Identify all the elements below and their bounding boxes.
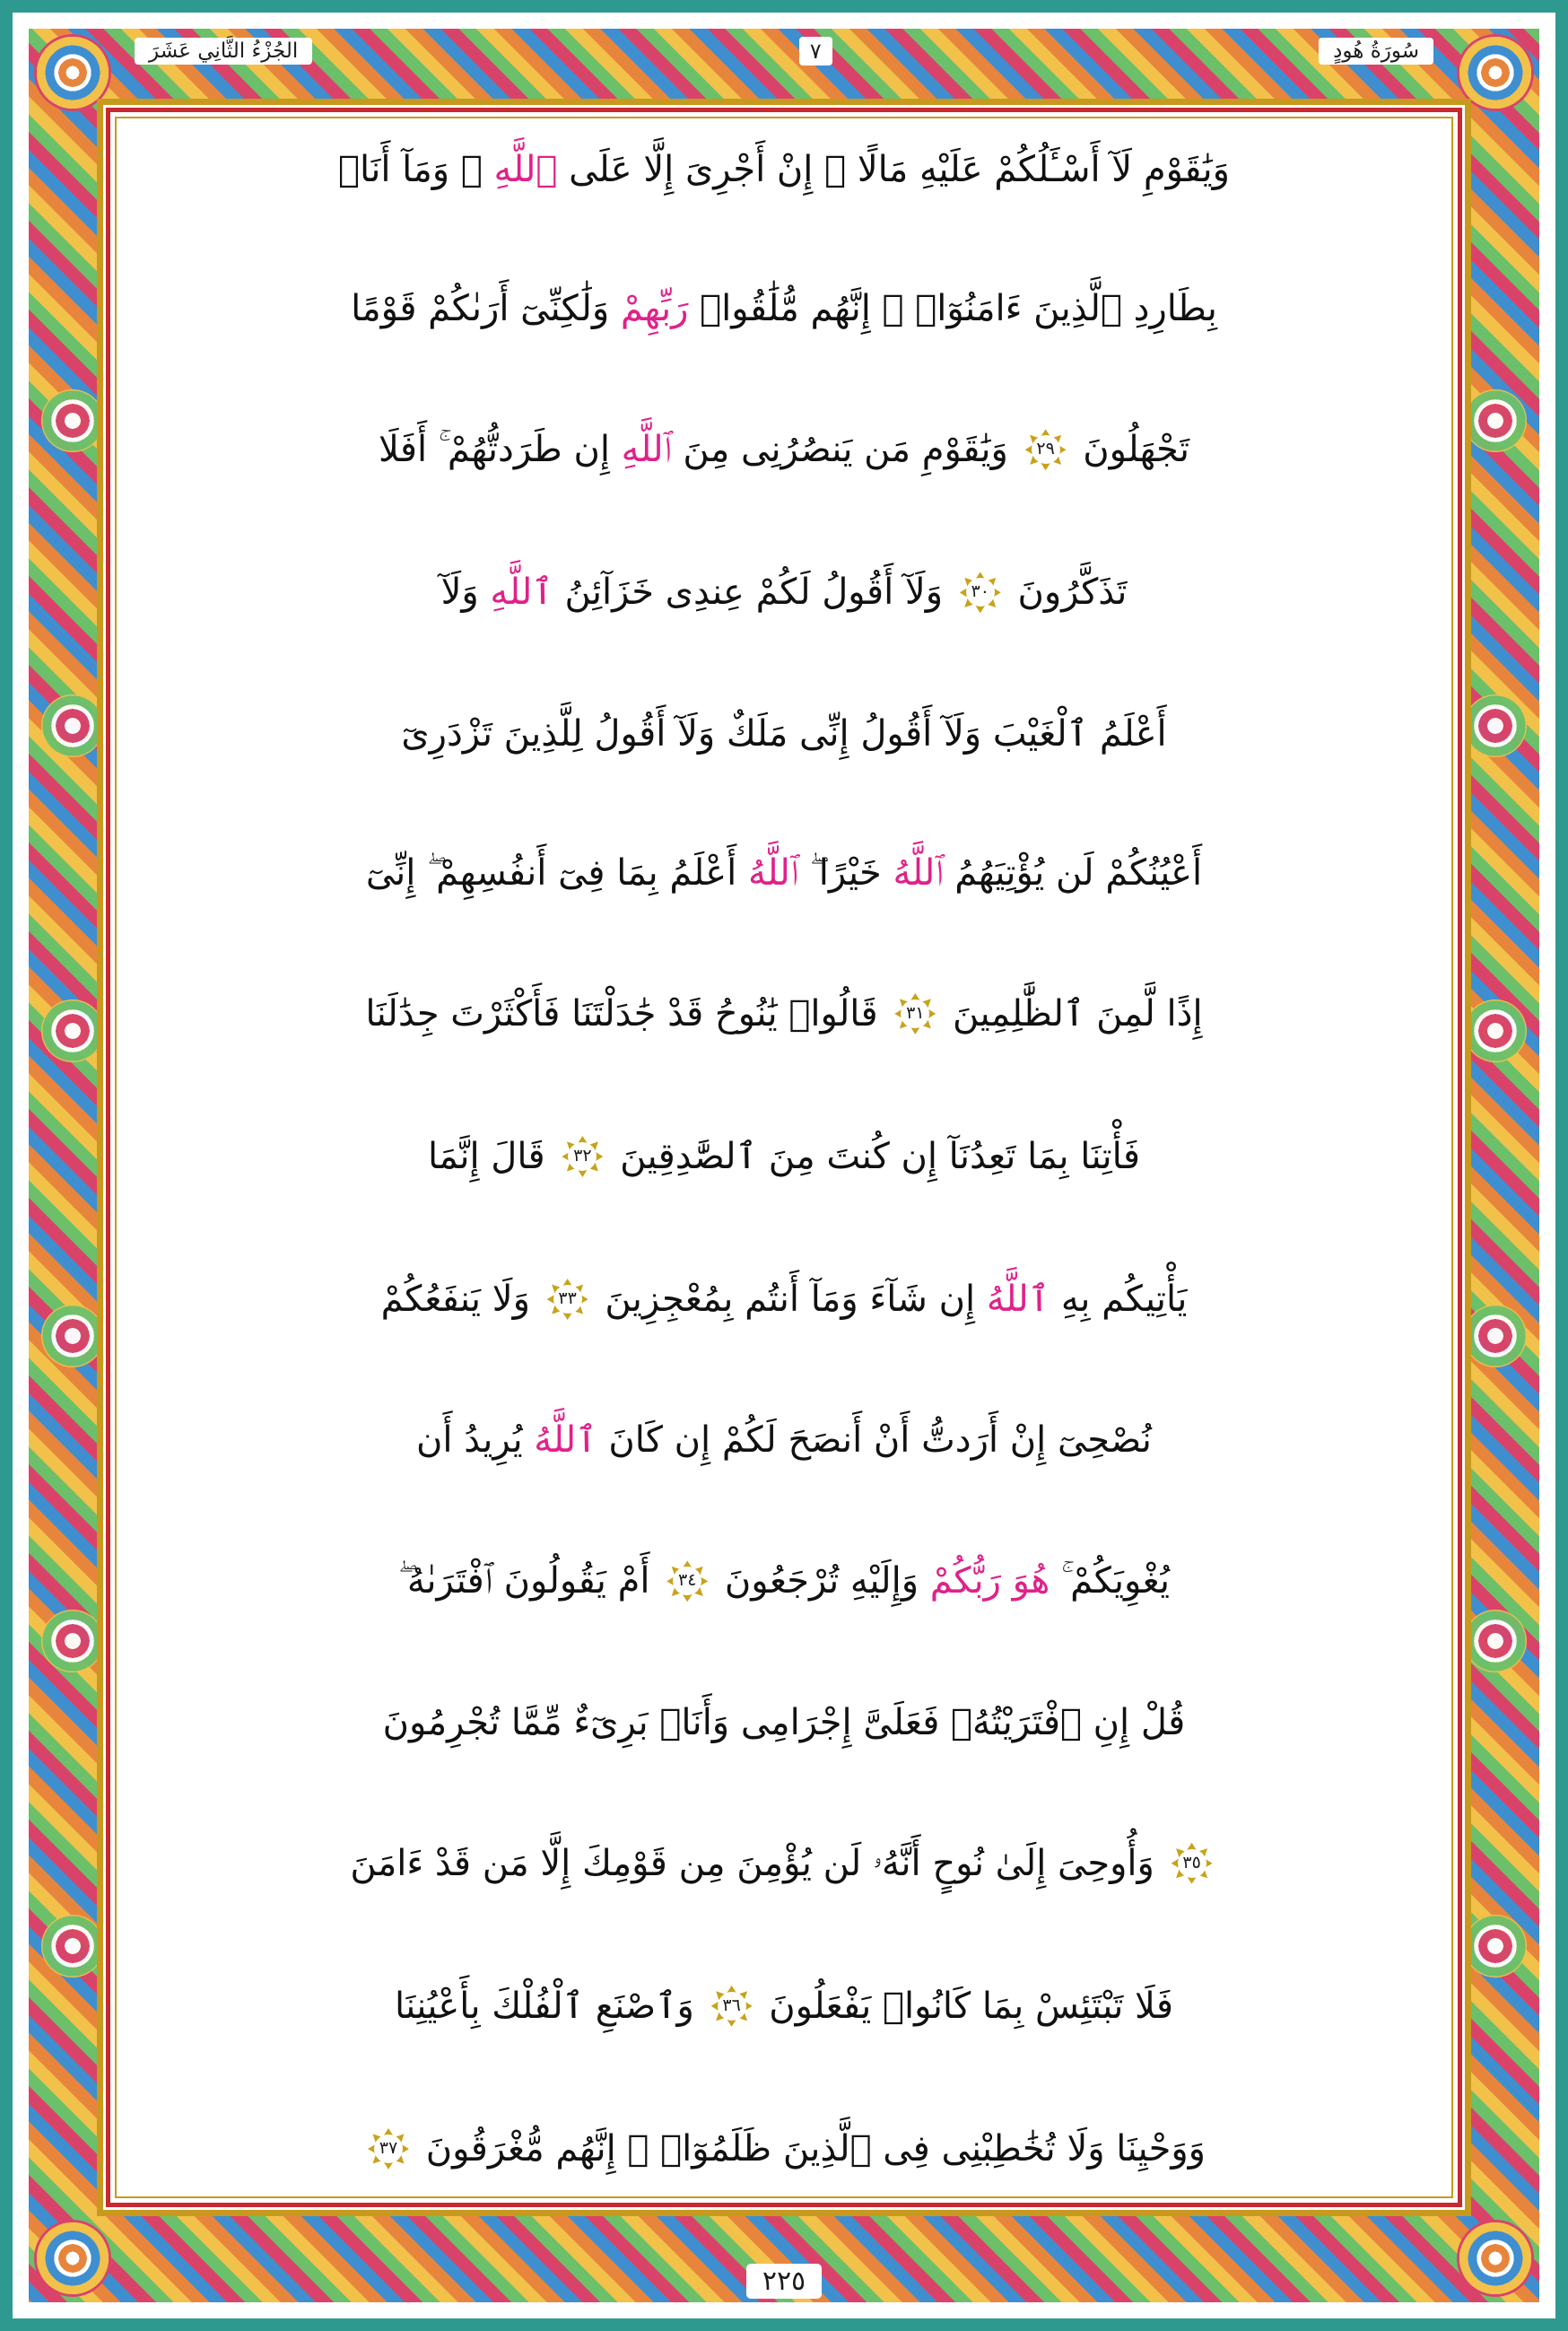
quran-text-run: بِطَارِدِ ٱلَّذِينَ ءَامَنُوٓا۟ ۚ إِنَّهُم مُّلَٰقُوا۟ xyxy=(688,288,1217,330)
juz-label: الجُزْءُ الثَّانِي عَشَرَ xyxy=(135,38,312,65)
ayah-number-marker xyxy=(1172,1843,1213,1884)
quran-text-run: إِذًا لَّمِنَ ٱلظَّٰلِمِينَ xyxy=(941,992,1203,1035)
divine-name-text: ٱللَّهُ xyxy=(986,1279,1050,1321)
quran-text-run: وَإِلَيْهِ تُرْجَعُونَ xyxy=(713,1560,930,1602)
quran-text-run: وَأُوحِىَ إِلَىٰ نُوحٍ أَنَّهُۥ لَن يُؤْمِنَ مِن قَوْمِكَ إِلَّا مَن قَدْ ءَامَنَ xyxy=(350,1842,1166,1884)
quran-text-body xyxy=(135,135,1433,2178)
quran-text-run: وَلَآ xyxy=(440,572,491,614)
surah-name-label: سُورَةُ هُودٍ xyxy=(1319,38,1433,65)
divine-name-text: ٱللَّهُ xyxy=(534,1419,597,1462)
quran-text-run: ۚ وَمَآ أَنَا۠ xyxy=(338,149,494,190)
ayah-number: ٣١ xyxy=(901,1000,929,1028)
divine-name-text: هُوَ رَبُّكُمْ xyxy=(929,1560,1050,1602)
divine-name-text: رَبِّهِمْ xyxy=(620,288,689,330)
quran-text-run: يُرِيدُ أَن xyxy=(416,1419,535,1462)
divine-name-text: ٱللَّهُ xyxy=(747,851,799,894)
quran-text-run: إِن طَرَدتُّهُمْ ۚ أَفَلَا xyxy=(379,429,622,471)
quran-text-run: وَلَآ أَقُولُ لَكُمْ عِندِى خَزَآئِنُ xyxy=(553,572,954,614)
quran-line xyxy=(154,1701,1414,1743)
ayah-number-marker xyxy=(894,993,936,1035)
quran-line xyxy=(154,429,1414,470)
ayah-number-marker xyxy=(562,1136,603,1177)
ayah-number: ٣٠ xyxy=(966,578,995,607)
quran-line xyxy=(154,993,1414,1035)
ayah-number: ٣٢ xyxy=(568,1142,597,1171)
page-footer xyxy=(0,2264,1568,2299)
ayah-number-marker xyxy=(666,1560,708,1602)
quran-text-run: أَعْلَمُ بِمَا فِىٓ أَنفُسِهِمْ ۖ إِنِّىٓ xyxy=(365,851,748,894)
quran-text-run: وَيَٰقَوْمِ مَن يَنصُرُنِى مِنَ xyxy=(671,429,1020,471)
ayah-number: ٣٥ xyxy=(1178,1849,1206,1878)
ayah-number: ٣٣ xyxy=(553,1285,582,1314)
quran-line xyxy=(154,1419,1414,1462)
quran-text-run: خَيْرًا ۖ xyxy=(798,851,893,894)
page-number: ٢٢٥ xyxy=(746,2264,822,2299)
quran-text-run: قَالَ إِنَّمَا xyxy=(428,1135,557,1177)
quran-line xyxy=(154,1136,1414,1177)
quran-text-run: يُغْوِيَكُمْ ۚ xyxy=(1050,1560,1171,1602)
quran-text-run: وَيَٰقَوْمِ لَآ أَسْـَٔلُكُمْ عَلَيْهِ مَالًا ۖ إِنْ أَجْرِىَ إِلَّا عَلَى xyxy=(557,149,1230,190)
divine-name-text: ٱللَّهِ xyxy=(490,572,553,614)
page-center-mark: ٧ xyxy=(799,37,832,65)
quran-text-run: فَلَا تَبْتَئِسْ بِمَا كَانُوا۟ يَفْعَلُونَ xyxy=(757,1985,1174,2027)
quran-text-run: إِن شَآءَ وَمَآ أَنتُم بِمُعْجِزِينَ xyxy=(593,1279,987,1321)
quran-line xyxy=(154,288,1414,330)
quran-line xyxy=(154,1843,1414,1884)
ayah-number: ٣٦ xyxy=(718,1992,746,2021)
quran-text-run: وَلَا يَنفَعُكُمْ xyxy=(380,1279,542,1321)
divine-name-text: ٱللَّهُ xyxy=(893,851,944,894)
quran-line xyxy=(154,1560,1414,1602)
ayah-number-marker xyxy=(711,1986,753,2027)
quran-text-run: وَلَٰكِنِّىٓ أَرَىٰكُمْ قَوْمًا xyxy=(351,288,621,330)
ayah-number-marker xyxy=(547,1279,588,1320)
ayah-number-marker xyxy=(1025,429,1067,470)
quran-text-run: وَٱصْنَعِ ٱلْفُلْكَ بِأَعْيُنِنَا xyxy=(394,1985,706,2027)
quran-line xyxy=(154,572,1414,613)
divine-name-text: ٱللَّهِ xyxy=(493,149,558,190)
quran-text-run: أَعْلَمُ ٱلْغَيْبَ وَلَآ أَقُولُ إِنِّى مَلَكٌ وَلَآ أَقُولُ لِلَّذِينَ تَزْدَرِىٓ xyxy=(401,712,1167,755)
ayah-number: ٣٤ xyxy=(673,1567,701,1595)
ayah-number-marker xyxy=(368,2128,409,2169)
quran-text-run: نُصْحِىٓ إِنْ أَرَدتُّ أَنْ أَنصَحَ لَكُمْ إِن كَانَ xyxy=(597,1419,1152,1462)
quran-text-run: تَجْهَلُونَ xyxy=(1071,429,1189,471)
quran-line xyxy=(154,151,1414,188)
quran-text-run: فَأْتِنَا بِمَا تَعِدُنَآ إِن كُنتَ مِنَ ٱلصَّٰدِقِينَ xyxy=(608,1135,1140,1177)
quran-line xyxy=(154,1279,1414,1320)
quran-text-run: أَمْ يَقُولُونَ ٱفْتَرَىٰهُ ۖ xyxy=(397,1560,662,1602)
quran-text-run: يَأْتِيكُم بِهِ xyxy=(1050,1279,1188,1321)
ayah-number: ٢٩ xyxy=(1032,435,1060,464)
quran-text-run: قُلْ إِنِ ٱفْتَرَيْتُهُۥ فَعَلَىَّ إِجْرَامِى وَأَنَا۠ بَرِىٓءٌ مِّمَّا تُجْرِمُونَ xyxy=(382,1701,1186,1743)
ayah-number: ٣٧ xyxy=(374,2135,403,2163)
quran-line xyxy=(154,851,1414,894)
page-header xyxy=(135,31,1433,72)
quran-line xyxy=(154,2128,1414,2169)
quran-line xyxy=(154,712,1414,755)
quran-line xyxy=(154,1986,1414,2027)
quran-text-run: تَذَكَّرُونَ xyxy=(1006,572,1128,614)
quran-text-run: أَعْيُنُكُمْ لَن يُؤْتِيَهُمُ xyxy=(943,851,1203,894)
ayah-number-marker xyxy=(960,572,1001,613)
quran-text-run: قَالُوا۟ يَٰنُوحُ قَدْ جَٰدَلْتَنَا فَأَكْثَرْتَ جِدَٰلَنَا xyxy=(365,992,890,1035)
divine-name-text: ٱللَّهِ xyxy=(621,429,672,471)
quran-text-run: وَوَحْيِنَا وَلَا تُخَٰطِبْنِى فِى ٱلَّذِينَ ظَلَمُوٓا۟ ۚ إِنَّهُم مُّغْرَقُونَ xyxy=(414,2127,1206,2169)
